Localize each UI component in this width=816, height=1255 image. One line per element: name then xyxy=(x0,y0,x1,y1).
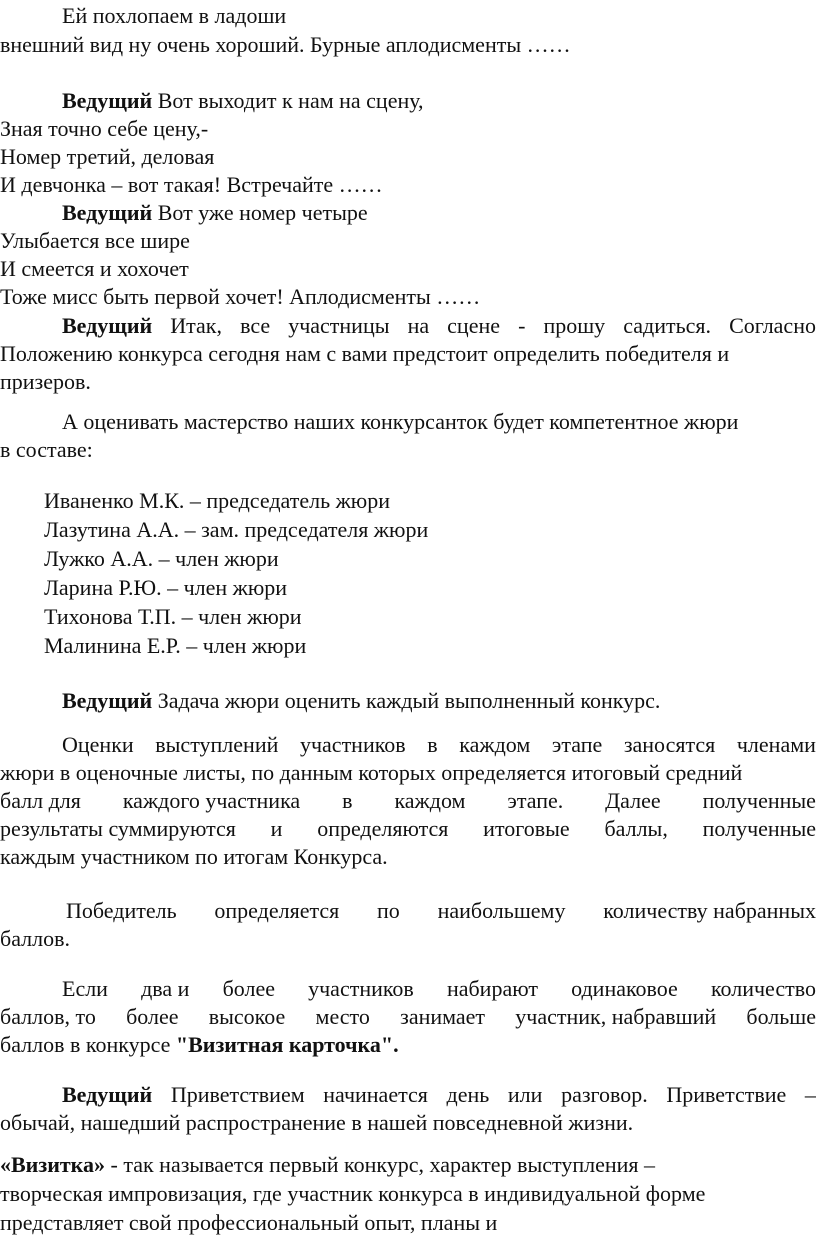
text-line: «Визитка» - так называется первый конкурс, характер выступления – xyxy=(0,1152,656,1177)
text-line: внешний вид ну очень хороший. Бурные аплодисменты …… xyxy=(0,32,571,57)
text-line: Номер третий, деловая xyxy=(0,144,215,169)
text-line: А оценивать мастерство наших конкурсанток будет компетентное жюри xyxy=(62,409,739,434)
host-line: Ведущий Итак, все участницы на сцене - прошу садиться. Согласно xyxy=(62,313,816,338)
text-line: обычай, нашедший распространение в нашей повседневной жизни. xyxy=(0,1110,634,1135)
text-line: каждым участником по итогам Конкурса. xyxy=(0,844,388,869)
text-line: Оценки выступлений участников в каждом этапе заносятся членами xyxy=(62,732,816,757)
text-line: призеров. xyxy=(0,369,91,394)
speaker-label: Ведущий xyxy=(62,688,153,713)
text-line: баллов, то более высокое место занимает участник, набравший больше xyxy=(0,1004,816,1029)
text-line: Тоже мисс быть первой хочет! Аплодисменты …… xyxy=(0,284,481,309)
host-line: Ведущий Приветствием начинается день или разговор. Приветствие – xyxy=(62,1082,816,1107)
host-line: Ведущий Задача жюри оценить каждый выполненный конкурс. xyxy=(62,688,661,713)
text-line: творческая импровизация, где участник конкурса в индивидуальной форме xyxy=(0,1181,706,1206)
text-line: представляет свой профессиональный опыт, планы и xyxy=(0,1210,498,1235)
host-line: Ведущий Вот выходит к нам на сцену, xyxy=(62,88,424,113)
text-line: Улыбается все шире xyxy=(0,228,190,253)
jury-member: Лазутина А.А. – зам. председателя жюри xyxy=(44,517,429,542)
text-line: И смеется и хохочет xyxy=(0,256,189,281)
text-line: И девчонка – вот такая! Встречайте …… xyxy=(0,172,383,197)
jury-member: Иваненко М.К. – председатель жюри xyxy=(44,488,391,513)
jury-member: Тихонова Т.П. – член жюри xyxy=(44,604,302,629)
host-line: Ведущий Вот уже номер четыре xyxy=(62,200,368,225)
text-line: жюри в оценочные листы, по данным которых определяется итоговый средний xyxy=(0,760,743,785)
jury-member: Лужко А.А. – член жюри xyxy=(44,546,279,571)
text-line: Положению конкурса сегодня нам с вами предстоит определить победителя и xyxy=(0,341,730,366)
text-line: Ей похлопаем в ладоши xyxy=(62,3,287,28)
text-line: Зная точно себе цену,- xyxy=(0,116,209,141)
speaker-label: Ведущий xyxy=(62,313,153,338)
speaker-label: Ведущий xyxy=(62,1082,153,1107)
contest-title: "Визитная карточка". xyxy=(175,1032,399,1057)
text-line: баллов в конкурсе "Визитная карточка". xyxy=(0,1032,399,1057)
speaker-label: Ведущий xyxy=(62,200,153,225)
speaker-label: Ведущий xyxy=(62,88,153,113)
contest-name: «Визитка» xyxy=(0,1152,106,1177)
jury-member: Малинина Е.Р. – член жюри xyxy=(44,633,307,658)
jury-member: Ларина Р.Ю. – член жюри xyxy=(44,575,288,600)
text-line: балл для каждого участника в каждом этапе. Далее полученные xyxy=(0,788,816,813)
text-line: Если два и более участников набирают одинаковое количество xyxy=(62,976,816,1001)
text-line: в составе: xyxy=(0,437,93,462)
text-line: баллов. xyxy=(0,926,70,951)
text-line: результаты суммируются и определяются итоговые баллы, полученные xyxy=(0,816,816,841)
text-line: Победитель определяется по наибольшему количеству набранных xyxy=(66,898,816,923)
